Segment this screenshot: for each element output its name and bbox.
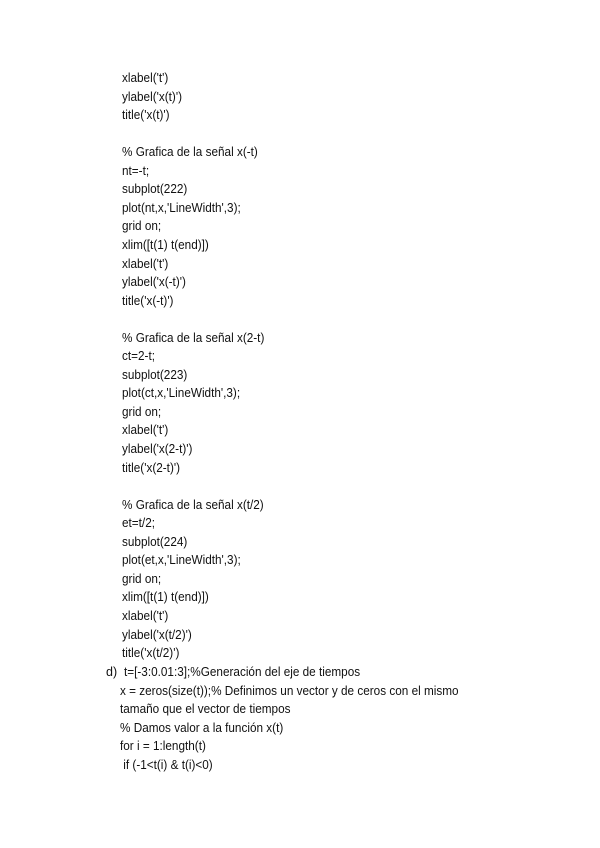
code-line: xlabel('t') (122, 423, 169, 438)
code-line: title('x(t)') (122, 108, 170, 123)
code-line: ct=2-t; (122, 349, 155, 364)
code-line: subplot(224) (122, 534, 188, 549)
code-line: title('x(-t)') (122, 293, 174, 308)
code-line: ylabel('x(-t)') (122, 275, 186, 290)
code-line: tamaño que el vector de tiempos (120, 702, 291, 717)
code-line: xlim([t(1) t(end)]) (122, 237, 209, 252)
code-line: subplot(222) (122, 182, 188, 197)
code-line: grid on; (122, 404, 162, 419)
code-line: xlabel('t') (122, 608, 169, 623)
code-line: xlabel('t') (122, 71, 169, 85)
code-line: x = zeros(size(t));% Definimos un vector y de ceros con el mismo (120, 683, 459, 698)
list-marker-d: d) (106, 665, 118, 680)
code-line: grid on; (122, 571, 162, 586)
code-line: plot(nt,x,'LineWidth',3); (122, 200, 241, 215)
code-line: ylabel('x(t)') (122, 89, 182, 104)
code-line: plot(ct,x,'LineWidth',3); (122, 386, 241, 401)
code-line: xlim([t(1) t(end)]) (122, 590, 209, 605)
code-line: % Grafica de la señal x(t/2) (122, 497, 264, 512)
code-line: % Damos valor a la función x(t) (120, 720, 284, 735)
code-line: ylabel('x(2-t)') (122, 442, 193, 456)
code-line: if (-1<t(i) & t(i)<0) (120, 757, 213, 772)
code-line: title('x(t/2)') (122, 646, 180, 661)
code-line: xlabel('t') (122, 256, 169, 271)
code-line: ylabel('x(t/2)') (122, 627, 192, 642)
code-line: for i = 1:length(t) (120, 739, 206, 754)
code-line: subplot(223) (122, 367, 188, 382)
code-line: % Grafica de la señal x(-t) (122, 145, 258, 160)
code-line: grid on; (122, 219, 162, 234)
code-line: plot(et,x,'LineWidth',3); (122, 553, 241, 568)
code-line: t=[-3:0.01:3];%Generación del eje de tiempos (124, 665, 361, 680)
code-line: et=t/2; (122, 516, 156, 531)
code-line: nt=-t; (122, 163, 150, 178)
code-line: title('x(2-t)') (122, 460, 181, 475)
code-line: % Grafica de la señal x(2-t) (122, 330, 265, 345)
